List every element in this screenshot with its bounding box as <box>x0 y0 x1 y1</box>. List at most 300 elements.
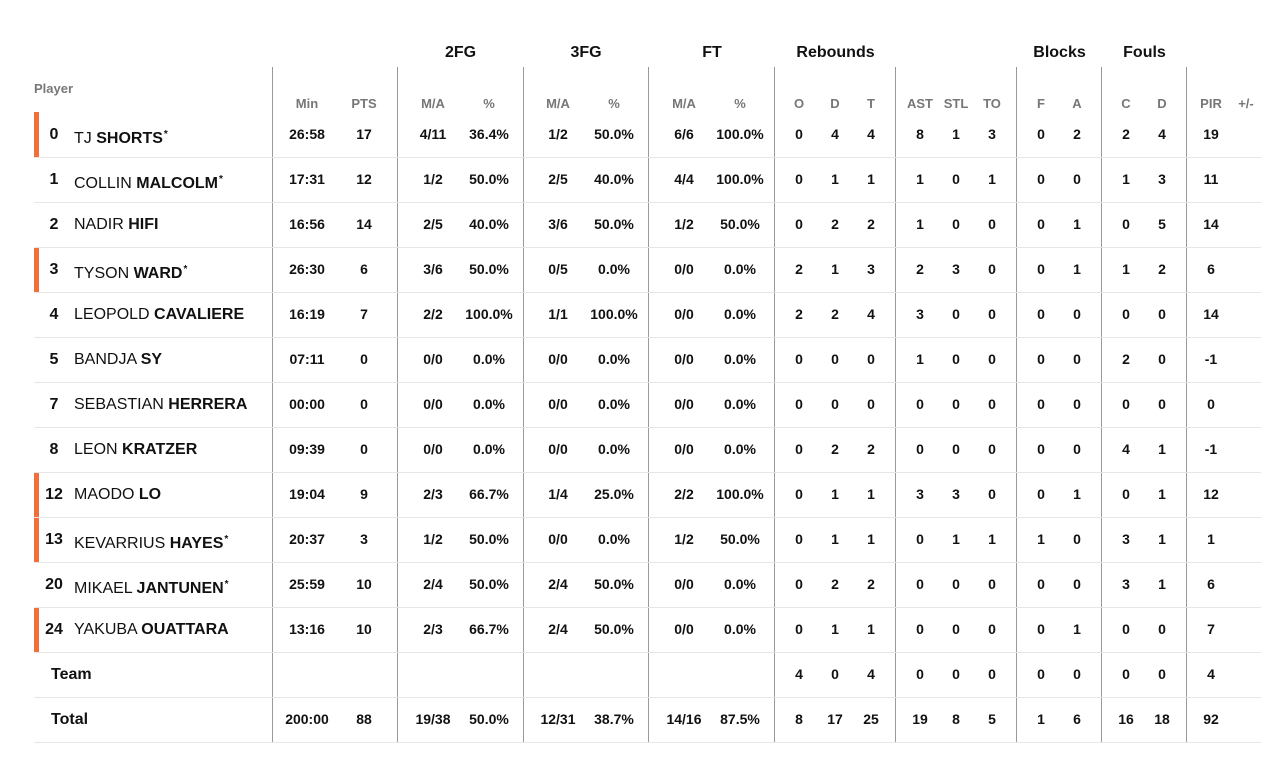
stat-cell: 87.5% <box>720 711 760 727</box>
player-row[interactable] <box>0 157 1261 202</box>
stat-cell: 0/0 <box>674 261 694 277</box>
stat-cell: 1 <box>867 531 875 547</box>
stat-cell: 0 <box>1037 216 1045 232</box>
stat-cell: 1 <box>831 171 839 187</box>
stat-cell: 2 <box>1122 126 1130 142</box>
jersey-number: 5 <box>49 351 59 368</box>
stat-cell: 2/3 <box>423 486 443 502</box>
stat-cell: 4 <box>867 126 875 142</box>
stat-cell: 19/38 <box>415 711 451 727</box>
stat-cell: 3 <box>916 306 924 322</box>
row-divider <box>34 247 1261 248</box>
stat-cell: 16 <box>1118 711 1134 727</box>
stat-cell: 3 <box>952 486 960 502</box>
stat-cell: 0 <box>1122 216 1130 232</box>
stat-cell: 66.7% <box>469 486 509 502</box>
stat-cell: 0 <box>1037 576 1045 592</box>
stat-cell <box>1226 247 1261 292</box>
stat-cell: 1 <box>916 171 924 187</box>
stat-cell: 0 <box>1073 171 1081 187</box>
stat-cell: 1/2 <box>423 531 443 547</box>
total-row-label: Total <box>51 711 89 728</box>
player-last-name: SHORTS <box>96 130 163 147</box>
stat-cell: 50.0% <box>469 711 509 727</box>
stat-cell: -1 <box>1204 441 1218 457</box>
stat-cell: 0/5 <box>548 261 568 277</box>
stat-cell: 3 <box>916 486 924 502</box>
stat-cell: 1 <box>952 126 960 142</box>
row-divider <box>34 292 1261 293</box>
stat-cell: 0/0 <box>548 396 568 412</box>
stat-cell: 0 <box>795 441 803 457</box>
stat-cell: 0 <box>795 171 803 187</box>
stat-cell <box>1226 382 1261 427</box>
stat-cell: 0 <box>952 621 960 637</box>
player-row[interactable] <box>0 382 1261 427</box>
stat-cell: 3 <box>1158 171 1166 187</box>
stat-cell: 0 <box>1207 396 1215 412</box>
player-first-name: SEBASTIAN <box>74 396 164 413</box>
stat-column-header: D <box>1157 96 1167 111</box>
stat-cell: 0.0% <box>724 261 756 277</box>
player-last-name: HERRERA <box>168 396 248 413</box>
stat-cell: 2 <box>867 576 875 592</box>
stat-column-header: A <box>1072 96 1082 111</box>
stat-cell: 3/6 <box>423 261 443 277</box>
player-name-link[interactable] <box>74 472 161 517</box>
stat-cell: 4 <box>1207 666 1215 682</box>
stat-cell: 3 <box>952 261 960 277</box>
stat-cell: 0 <box>952 216 960 232</box>
stat-cell: 2 <box>1122 351 1130 367</box>
player-name-link[interactable] <box>74 157 223 206</box>
stat-cell: -1 <box>1204 351 1218 367</box>
stat-cell: 1 <box>1122 261 1130 277</box>
stat-cell: 4 <box>831 126 839 142</box>
stat-cell: 12 <box>356 171 372 187</box>
stat-cell: 0/0 <box>423 396 443 412</box>
stat-cell: 0 <box>1158 306 1166 322</box>
player-name-link[interactable] <box>74 382 247 427</box>
stat-cell: 0.0% <box>473 351 505 367</box>
player-column-header: Player <box>34 81 74 96</box>
group-header-ft: FT <box>702 44 722 61</box>
stat-cell: 0 <box>1037 126 1045 142</box>
player-row[interactable] <box>0 202 1261 247</box>
starter-mark: * <box>219 174 223 185</box>
stat-cell: 0/0 <box>674 306 694 322</box>
stat-cell: 0 <box>988 216 996 232</box>
stat-cell: 0 <box>1073 441 1081 457</box>
stat-cell <box>1226 427 1261 472</box>
stat-cell: 0.0% <box>724 351 756 367</box>
stat-cell: 0.0% <box>598 261 630 277</box>
stat-cell: 0/0 <box>548 351 568 367</box>
stat-cell: 2 <box>795 306 803 322</box>
stat-cell: 0 <box>952 171 960 187</box>
stat-cell: 0 <box>1037 441 1045 457</box>
stat-cell: 0 <box>988 306 996 322</box>
stat-cell: 2/4 <box>548 621 568 637</box>
starter-indicator <box>34 112 39 157</box>
stat-cell: 0 <box>916 531 924 547</box>
player-row[interactable] <box>0 337 1261 382</box>
stat-cell: 25 <box>863 711 879 727</box>
stat-cell: 0 <box>1122 486 1130 502</box>
player-name-link[interactable] <box>74 607 229 652</box>
stat-cell: 0 <box>916 396 924 412</box>
jersey-number: 1 <box>49 171 59 188</box>
stat-cell: 0 <box>916 666 924 682</box>
stat-cell <box>1226 202 1261 247</box>
stat-cell: 1 <box>1073 261 1081 277</box>
group-header-fouls: Fouls <box>1123 44 1166 61</box>
stat-cell: 0/0 <box>548 531 568 547</box>
stat-cell: 10 <box>356 576 372 592</box>
stat-cell: 1 <box>1158 486 1166 502</box>
stat-cell: 40.0% <box>469 216 509 232</box>
player-first-name: YAKUBA <box>74 621 137 638</box>
stat-cell: 6/6 <box>674 126 694 142</box>
stat-cell: 0 <box>1073 351 1081 367</box>
player-last-name: OUATTARA <box>141 621 229 638</box>
stat-cell: 4 <box>867 666 875 682</box>
stat-cell: 0 <box>952 576 960 592</box>
stat-cell: 19 <box>912 711 928 727</box>
stat-cell: 1 <box>988 171 996 187</box>
stat-cell: 3 <box>1122 531 1130 547</box>
player-name-link[interactable] <box>74 202 158 247</box>
stat-cell: 0 <box>1073 396 1081 412</box>
stat-cell: 0 <box>795 396 803 412</box>
stat-cell: 5 <box>1158 216 1166 232</box>
stat-cell: 0 <box>360 351 368 367</box>
stat-cell: 17:31 <box>289 171 325 187</box>
stat-cell: 2/4 <box>423 576 443 592</box>
starter-indicator <box>34 517 39 562</box>
stat-cell: 0 <box>1158 396 1166 412</box>
stat-cell: 5 <box>988 711 996 727</box>
player-row[interactable] <box>0 517 1261 562</box>
stat-cell <box>275 652 339 697</box>
stat-cell: 09:39 <box>289 441 325 457</box>
stat-cell <box>1226 472 1261 517</box>
starter-mark: * <box>163 129 168 140</box>
stat-cell: 4/11 <box>419 126 447 142</box>
player-first-name: LEOPOLD <box>74 306 150 323</box>
stat-cell: 0 <box>1037 351 1045 367</box>
player-row[interactable] <box>0 112 1261 157</box>
player-name-link[interactable] <box>74 292 244 337</box>
stat-cell: 1 <box>867 171 875 187</box>
stat-cell: 0.0% <box>724 621 756 637</box>
stat-cell: 2/4 <box>548 576 568 592</box>
row-divider <box>34 382 1261 383</box>
stat-cell <box>1226 292 1261 337</box>
stat-cell <box>1226 517 1261 562</box>
stat-cell: 50.0% <box>594 216 634 232</box>
stat-cell: 100.0% <box>465 306 513 322</box>
stat-cell: 0/0 <box>548 441 568 457</box>
jersey-number: 3 <box>49 261 59 278</box>
row-divider <box>34 742 1261 743</box>
stat-cell: 0 <box>916 621 924 637</box>
stat-cell: 4 <box>1122 441 1130 457</box>
stat-cell: 3/6 <box>548 216 568 232</box>
stat-cell: 6 <box>1073 711 1081 727</box>
stat-cell: 1 <box>1207 531 1215 547</box>
player-name-link[interactable] <box>74 427 197 472</box>
stat-cell: 0 <box>831 396 839 412</box>
group-header-3fg: 3FG <box>570 44 602 61</box>
player-row[interactable] <box>0 472 1261 517</box>
stat-cell: 8 <box>952 711 960 727</box>
player-name-link[interactable] <box>74 562 229 611</box>
starter-mark: * <box>224 579 229 590</box>
stat-column-header: % <box>608 96 620 111</box>
stat-cell: 0 <box>1158 621 1166 637</box>
stat-cell: 0.0% <box>724 441 756 457</box>
stat-cell: 1 <box>1037 531 1045 547</box>
player-row[interactable] <box>0 562 1261 607</box>
stat-cell: 2 <box>867 441 875 457</box>
stat-column-header: M/A <box>421 96 445 111</box>
stat-column-header: TO <box>983 96 1001 111</box>
stat-cell: 14 <box>1203 306 1219 322</box>
stat-cell: 0 <box>1037 396 1045 412</box>
stat-cell: 17 <box>827 711 843 727</box>
stat-cell: 0/0 <box>674 576 694 592</box>
stat-cell: 50.0% <box>594 126 634 142</box>
stat-cell: 1 <box>1158 531 1166 547</box>
stat-cell: 19:04 <box>289 486 325 502</box>
stat-cell: 14 <box>1203 216 1219 232</box>
stat-cell: 2 <box>831 576 839 592</box>
stat-cell: 1 <box>916 351 924 367</box>
stat-column-header: T <box>867 96 875 111</box>
stat-cell <box>1226 562 1261 607</box>
player-row[interactable] <box>0 247 1261 292</box>
stat-cell: 1 <box>916 216 924 232</box>
stat-cell: 18 <box>1154 711 1170 727</box>
stat-cell: 100.0% <box>716 486 764 502</box>
stat-cell: 4 <box>795 666 803 682</box>
stat-cell: 00:00 <box>289 396 325 412</box>
jersey-number: 13 <box>45 531 63 548</box>
stat-column-header: D <box>830 96 840 111</box>
stat-cell: 07:11 <box>289 351 325 367</box>
stat-cell <box>1226 337 1261 382</box>
stat-cell: 2/2 <box>423 306 443 322</box>
stat-cell <box>1226 112 1261 157</box>
stat-cell: 0 <box>1037 261 1045 277</box>
stat-cell: 2/5 <box>548 171 568 187</box>
stat-column-header: M/A <box>672 96 696 111</box>
stat-cell: 0 <box>1122 306 1130 322</box>
stat-cell: 100.0% <box>716 126 764 142</box>
stat-cell <box>1226 607 1261 652</box>
stat-cell: 12 <box>1203 486 1219 502</box>
stat-cell: 0/0 <box>674 396 694 412</box>
player-first-name: COLLIN <box>74 175 132 192</box>
stat-column-header: STL <box>943 96 969 111</box>
stat-cell: 4 <box>867 306 875 322</box>
stat-cell: 19 <box>1203 126 1219 142</box>
stat-column-header: Min <box>295 96 319 111</box>
stat-cell: 0 <box>988 666 996 682</box>
player-first-name: KEVARRIUS <box>74 535 166 552</box>
stat-cell: 9 <box>360 486 368 502</box>
stat-cell: 7 <box>1207 621 1215 637</box>
player-name-link[interactable] <box>74 247 187 296</box>
stat-cell: 92 <box>1203 711 1219 727</box>
stat-column-header: O <box>793 96 805 111</box>
total-row <box>0 697 1261 742</box>
stat-cell: 16:19 <box>289 306 325 322</box>
stat-cell: 1/2 <box>674 216 694 232</box>
player-first-name: NADIR <box>74 216 124 233</box>
stat-cell: 14 <box>356 216 372 232</box>
stat-column-header: AST <box>907 96 933 111</box>
stat-cell <box>1226 157 1261 202</box>
stat-cell: 1 <box>1122 171 1130 187</box>
player-last-name: WARD <box>133 265 183 282</box>
row-divider <box>34 697 1261 698</box>
stat-cell: 16:56 <box>289 216 325 232</box>
group-header-blocks: Blocks <box>1033 44 1086 61</box>
stat-cell: 100.0% <box>716 171 764 187</box>
stat-cell: 0 <box>1158 351 1166 367</box>
stat-cell: 26:30 <box>289 261 325 277</box>
jersey-number: 20 <box>45 576 63 593</box>
stat-cell: 50.0% <box>469 261 509 277</box>
stat-cell: 0 <box>831 666 839 682</box>
stat-cell: 0 <box>952 441 960 457</box>
player-first-name: MIKAEL <box>74 580 133 597</box>
player-last-name: KRATZER <box>122 441 198 458</box>
stat-cell: 1 <box>1158 576 1166 592</box>
stat-cell: 66.7% <box>469 621 509 637</box>
stat-cell: 0.0% <box>598 531 630 547</box>
stat-cell: 0/0 <box>423 441 443 457</box>
stat-cell: 0 <box>1122 396 1130 412</box>
stat-cell: 50.0% <box>594 576 634 592</box>
row-divider <box>34 472 1261 473</box>
player-name-link[interactable] <box>74 112 168 161</box>
stat-cell: 0 <box>1073 306 1081 322</box>
stat-cell: 1 <box>1073 621 1081 637</box>
stat-cell: 0.0% <box>724 306 756 322</box>
stat-cell: 0 <box>1122 666 1130 682</box>
stat-cell: 4 <box>1158 126 1166 142</box>
stat-cell: 0.0% <box>598 351 630 367</box>
stat-cell: 0 <box>795 531 803 547</box>
stat-cell: 0 <box>952 396 960 412</box>
stat-cell <box>706 652 774 697</box>
stat-cell: 0 <box>795 621 803 637</box>
stat-cell: 0.0% <box>598 396 630 412</box>
stat-cell: 2/5 <box>423 216 443 232</box>
player-first-name: TJ <box>74 130 92 147</box>
jersey-number: 2 <box>49 216 59 233</box>
stat-cell: 0.0% <box>473 396 505 412</box>
stat-column-header: % <box>734 96 746 111</box>
stat-cell: 0.0% <box>598 441 630 457</box>
stat-cell: 1 <box>1073 486 1081 502</box>
stat-cell: 25:59 <box>289 576 325 592</box>
starter-indicator <box>34 607 39 652</box>
starter-indicator <box>34 247 39 292</box>
player-name-link[interactable] <box>74 517 228 566</box>
stat-cell: 0.0% <box>724 396 756 412</box>
stat-cell: 1 <box>831 261 839 277</box>
stat-cell: 1/2 <box>674 531 694 547</box>
jersey-number: 8 <box>49 441 59 458</box>
stat-cell: 100.0% <box>590 306 638 322</box>
team-row-label: Team <box>51 666 92 683</box>
group-header-rebounds: Rebounds <box>796 44 875 61</box>
stat-cell: 14/16 <box>666 711 702 727</box>
stat-cell: 25.0% <box>594 486 634 502</box>
stat-cell: 0 <box>916 441 924 457</box>
stat-cell: 17 <box>356 126 372 142</box>
row-divider <box>34 157 1261 158</box>
stat-cell: 0 <box>1158 666 1166 682</box>
player-first-name: MAODO <box>74 486 135 503</box>
row-divider <box>34 607 1261 608</box>
player-first-name: TYSON <box>74 265 130 282</box>
stat-cell: 7 <box>360 306 368 322</box>
stat-cell: 200:00 <box>285 711 329 727</box>
stat-cell: 0 <box>988 486 996 502</box>
group-header-2fg: 2FG <box>444 44 477 61</box>
stat-cell: 3 <box>360 531 368 547</box>
starter-mark: * <box>183 264 188 275</box>
stat-cell: 3 <box>988 126 996 142</box>
stat-cell: 2/3 <box>423 621 443 637</box>
stat-cell: 2 <box>795 261 803 277</box>
stat-cell: 6 <box>360 261 368 277</box>
stat-cell: 1/1 <box>548 306 568 322</box>
stat-cell: 2 <box>1158 261 1166 277</box>
row-divider <box>34 202 1261 203</box>
stat-cell: 8 <box>795 711 803 727</box>
stat-cell: 0 <box>1073 531 1081 547</box>
stat-cell: 2 <box>831 441 839 457</box>
stat-cell: 2/2 <box>674 486 694 502</box>
stat-cell: 11 <box>1203 171 1219 187</box>
stat-cell: 6 <box>1207 261 1215 277</box>
stat-cell: 13:16 <box>289 621 325 637</box>
starter-indicator <box>34 472 39 517</box>
stat-cell: 20:37 <box>289 531 325 547</box>
player-row[interactable] <box>0 292 1261 337</box>
stat-cell: 50.0% <box>720 531 760 547</box>
player-name-link[interactable] <box>74 337 162 382</box>
stat-cell: 0 <box>916 576 924 592</box>
stat-cell: 0 <box>1037 621 1045 637</box>
stat-column-header: C <box>1121 96 1131 111</box>
stat-cell: 50.0% <box>469 576 509 592</box>
player-row[interactable] <box>0 427 1261 472</box>
stat-cell: 2 <box>916 261 924 277</box>
player-row[interactable] <box>0 607 1261 652</box>
stat-cell: 2 <box>867 216 875 232</box>
stat-cell <box>532 652 584 697</box>
stat-cell: 0 <box>988 261 996 277</box>
stat-cell: 50.0% <box>469 531 509 547</box>
player-first-name: BANDJA <box>74 351 137 368</box>
